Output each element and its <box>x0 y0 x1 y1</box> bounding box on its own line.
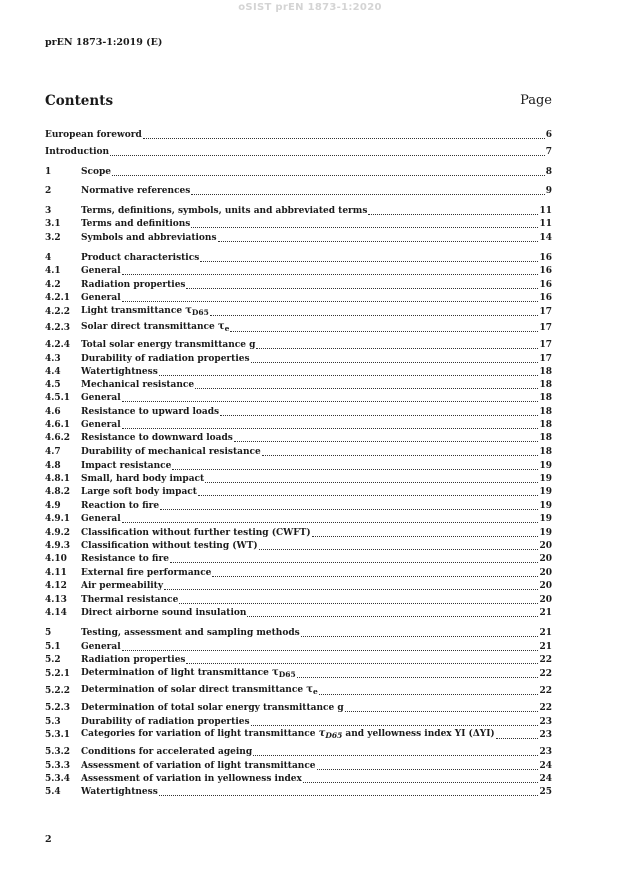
toc-leader-dots <box>345 710 539 712</box>
toc-entry-page: 18 <box>539 393 552 403</box>
toc-entry-title: Light transmittance $\tau_{D65}$ <box>81 305 209 317</box>
toc-entry-title: Resistance to downward loads <box>81 433 233 443</box>
toc-leader-dots <box>186 287 538 289</box>
toc-entry-title: Durability of mechanical resistance <box>81 447 261 457</box>
toc-entry-page: 20 <box>539 568 552 578</box>
toc-entry-number: 5.1 <box>45 642 61 652</box>
toc-entry-page: 22 <box>539 686 552 696</box>
toc-entry[interactable] <box>45 306 552 319</box>
toc-entry-page: 8 <box>545 167 552 177</box>
toc-entry-page: 23 <box>539 747 552 757</box>
toc-entry[interactable] <box>45 322 552 335</box>
toc-leader-dots <box>195 387 538 389</box>
toc-entry-page: 9 <box>545 186 552 196</box>
toc-entry-title: Air permeability <box>81 581 164 591</box>
toc-entry[interactable] <box>45 540 552 553</box>
toc-leader-dots <box>496 737 539 739</box>
toc-entry-number: 5.3.2 <box>45 747 71 757</box>
toc-entry-subscript: e <box>224 324 230 333</box>
toc-entry-number: 4.9 <box>45 501 61 511</box>
toc-entry-number: 3.2 <box>45 233 61 243</box>
toc-entry-page: 24 <box>539 761 552 771</box>
toc-entry-symbol: τ <box>306 684 313 695</box>
toc-entry[interactable] <box>45 406 552 419</box>
toc-entry-number: 4.14 <box>45 608 67 618</box>
toc-entry-symbol: τ <box>272 667 279 678</box>
toc-leader-dots <box>312 535 539 537</box>
toc-entry-number: 4.13 <box>45 595 67 605</box>
toc-leader-dots <box>172 468 538 470</box>
toc-entry-page: 17 <box>539 323 552 333</box>
toc-entry-number: 4 <box>45 253 52 263</box>
toc-entry-page: 18 <box>539 447 552 457</box>
toc-leader-dots <box>210 314 539 316</box>
toc-entry-title: Terms, definitions, symbols, units and abbreviated terms <box>81 206 368 216</box>
toc-entry-number: 4.7 <box>45 447 61 457</box>
toc-leader-dots <box>251 724 539 726</box>
toc-entry-subscript: D65 <box>278 670 296 679</box>
toc-entry-title: Durability of radiation properties <box>81 717 250 727</box>
toc-entry[interactable] <box>45 486 552 499</box>
toc-entry-number: 5.3.3 <box>45 761 71 771</box>
toc-entry-title: General <box>81 514 121 524</box>
toc-entry-page: 16 <box>539 280 552 290</box>
toc-entry-number: 1 <box>45 167 52 177</box>
toc-entry-page: 17 <box>539 307 552 317</box>
toc-entry[interactable] <box>45 641 552 654</box>
toc-entry-number: 5.2.1 <box>45 669 71 679</box>
toc-entry[interactable] <box>45 129 552 142</box>
toc-entry-number: 5.2.2 <box>45 686 71 696</box>
toc-leader-dots <box>179 602 538 604</box>
toc-leader-dots <box>303 781 539 783</box>
toc-entry-number: 5.2 <box>45 655 61 665</box>
toc-entry-page: 21 <box>539 642 552 652</box>
toc-entry[interactable] <box>45 432 552 445</box>
toc-entry-number: 4.9.1 <box>45 514 71 524</box>
toc-leader-dots <box>247 615 538 617</box>
toc-entry-title: Normative references <box>81 186 191 196</box>
toc-entry-number: 4.11 <box>45 568 67 578</box>
toc-entry-number: 5.3.4 <box>45 774 71 784</box>
toc-entry[interactable] <box>45 353 552 366</box>
contents-header <box>45 93 552 113</box>
toc-entry[interactable] <box>45 265 552 278</box>
toc-entry-title: Thermal resistance <box>81 595 179 605</box>
toc-entry-title: Large soft body impact <box>81 487 197 497</box>
toc-entry-title: Impact resistance <box>81 461 172 471</box>
toc-entry[interactable] <box>45 419 552 432</box>
toc-entry[interactable] <box>45 594 552 607</box>
toc-entry[interactable] <box>45 279 552 292</box>
toc-leader-dots <box>317 768 539 770</box>
toc-leader-dots <box>112 174 545 176</box>
toc-entry-title: Symbols and abbreviations <box>81 233 217 243</box>
toc-entry-title: Resistance to upward loads <box>81 407 220 417</box>
toc-entry-number: 4.2.2 <box>45 307 71 317</box>
toc-leader-dots <box>159 374 539 376</box>
toc-entry-page: 20 <box>539 541 552 551</box>
toc-entry-page: 11 <box>539 206 552 216</box>
toc-leader-dots <box>170 561 539 563</box>
toc-entry-page: 21 <box>539 628 552 638</box>
toc-entry-number: 5.3 <box>45 717 61 727</box>
toc-entry-title: Determination of total solar energy transmittance g <box>81 703 344 713</box>
toc-entry-page: 19 <box>539 514 552 524</box>
toc-entry-page: 18 <box>539 367 552 377</box>
toc-leader-dots <box>110 154 545 156</box>
toc-leader-dots <box>191 226 538 228</box>
toc-entry-title: Classification without testing (WT) <box>81 541 258 551</box>
toc-entry-page: 18 <box>539 407 552 417</box>
toc-entry[interactable] <box>45 527 552 540</box>
toc-entry-page: 21 <box>539 608 552 618</box>
toc-entry-title: General <box>81 642 121 652</box>
toc-entry[interactable] <box>45 392 552 405</box>
toc-entry-page: 11 <box>539 219 552 229</box>
toc-leader-dots <box>143 137 545 139</box>
toc-leader-dots <box>368 213 538 215</box>
toc-entry[interactable] <box>45 473 552 486</box>
toc-leader-dots <box>251 361 539 363</box>
toc-entry-page: 19 <box>539 528 552 538</box>
toc-entry-number: 4.6.1 <box>45 420 71 430</box>
toc-entry-page: 16 <box>539 293 552 303</box>
toc-entry-title: General <box>81 420 121 430</box>
toc-entry[interactable] <box>45 500 552 513</box>
toc-leader-dots <box>253 754 538 756</box>
toc-entry-title: Categories for variation of light transmittance $\tau_{D65}$ and yellowness index YI (ΔYI) <box>81 728 495 740</box>
footer-page-number: 2 <box>45 834 52 845</box>
toc-entry[interactable] <box>45 607 552 620</box>
toc-entry-page: 24 <box>539 774 552 784</box>
toc-entry[interactable] <box>45 513 552 526</box>
page-column-label: Page <box>520 93 552 108</box>
toc-leader-dots <box>212 575 538 577</box>
toc-entry-title: Classification without further testing (CWFT) <box>81 528 311 538</box>
toc-entry-number: 5.4 <box>45 787 61 797</box>
toc-entry-number: 3.1 <box>45 219 61 229</box>
toc-entry-number: 3 <box>45 206 52 216</box>
toc-entry[interactable] <box>45 185 552 198</box>
toc-entry-symbol: τ <box>185 305 192 316</box>
toc-entry-number: 4.9.3 <box>45 541 71 551</box>
toc-entry[interactable] <box>45 339 552 352</box>
toc-entry[interactable] <box>45 580 552 593</box>
toc-entry-page: 19 <box>539 461 552 471</box>
toc-entry[interactable] <box>45 252 552 265</box>
toc-entry-number: 4.5.1 <box>45 393 71 403</box>
toc-leader-dots <box>164 588 538 590</box>
toc-entry-title: European foreword <box>45 130 142 140</box>
toc-entry[interactable] <box>45 218 552 231</box>
toc-entry-title: Direct airborne sound insulation <box>81 608 247 618</box>
toc-entry-page: 18 <box>539 420 552 430</box>
toc-entry[interactable] <box>45 379 552 392</box>
toc-entry-number: 4.4 <box>45 367 61 377</box>
toc-entry-page: 23 <box>539 730 552 740</box>
toc-entry-title: Terms and definitions <box>81 219 191 229</box>
toc-entry-title: Introduction <box>45 147 110 157</box>
toc-entry[interactable] <box>45 786 552 799</box>
toc-entry-page: 17 <box>539 340 552 350</box>
toc-entry-page: 22 <box>539 703 552 713</box>
toc-entry-title: Conditions for accelerated ageing <box>81 747 253 757</box>
toc-leader-dots <box>297 676 539 678</box>
toc-entry-title: Total solar energy transmittance g <box>81 340 256 350</box>
toc-entry-title: Assessment of variation of light transmittance <box>81 761 316 771</box>
toc-entry-number: 4.2.4 <box>45 340 71 350</box>
document-id: prEN 1873-1:2019 (E) <box>45 37 163 48</box>
toc-leader-dots <box>122 427 539 429</box>
toc-entry-title: Mechanical resistance <box>81 380 195 390</box>
toc-entry-title: General <box>81 266 121 276</box>
toc-entry-number: 4.5 <box>45 380 61 390</box>
toc-entry-page: 14 <box>539 233 552 243</box>
toc-entry-number: 4.9.2 <box>45 528 71 538</box>
toc-leader-dots <box>220 414 538 416</box>
toc-entry[interactable] <box>45 668 552 681</box>
toc-entry[interactable] <box>45 446 552 459</box>
toc-entry-page: 17 <box>539 354 552 364</box>
toc-leader-dots <box>122 521 539 523</box>
toc-entry[interactable] <box>45 205 552 218</box>
toc-entry-title: Solar direct transmittance $\tau_e$ <box>81 321 230 333</box>
toc-entry[interactable] <box>45 760 552 773</box>
toc-entry[interactable] <box>45 702 552 715</box>
toc-entry[interactable] <box>45 685 552 698</box>
toc-entry-title: Watertightness <box>81 367 158 377</box>
toc-entry-number: 5 <box>45 628 52 638</box>
toc-entry-number: 5.2.3 <box>45 703 71 713</box>
toc-entry-page: 16 <box>539 253 552 263</box>
contents-title: Contents <box>45 93 114 109</box>
toc-entry-page: 16 <box>539 266 552 276</box>
toc-entry-title: Assessment of variation in yellowness index <box>81 774 302 784</box>
toc-entry-page: 25 <box>539 787 552 797</box>
toc-entry-page: 6 <box>545 130 552 140</box>
toc-entry-title: Scope <box>81 167 112 177</box>
toc-entry-page: 22 <box>539 655 552 665</box>
toc-entry-subscript: D65 <box>191 308 209 317</box>
toc-entry-title: Watertightness <box>81 787 158 797</box>
toc-entry-page: 23 <box>539 717 552 727</box>
toc-entry-title: Testing, assessment and sampling methods <box>81 628 300 638</box>
toc-entry[interactable] <box>45 232 552 245</box>
toc-leader-dots <box>200 260 538 262</box>
toc-entry-page: 19 <box>539 501 552 511</box>
toc-entry-number: 5.3.1 <box>45 730 71 740</box>
toc-leader-dots <box>205 481 538 483</box>
toc-entry-title: Determination of solar direct transmittance $\tau_e$ <box>81 684 318 696</box>
toc-entry-title: Reaction to fire <box>81 501 160 511</box>
toc-entry-number: 4.1 <box>45 266 61 276</box>
toc-entry-subscript: e <box>312 687 318 696</box>
toc-leader-dots <box>301 635 539 637</box>
toc-entry-number: 4.8.1 <box>45 474 71 484</box>
toc-entry-number: 4.12 <box>45 581 67 591</box>
toc-leader-dots <box>122 400 539 402</box>
toc-entry-number: 4.6.2 <box>45 433 71 443</box>
toc-entry-page: 19 <box>539 474 552 484</box>
toc-leader-dots <box>218 240 539 242</box>
toc-entry-title: Radiation properties <box>81 280 186 290</box>
toc-entry-page: 18 <box>539 380 552 390</box>
toc-leader-dots <box>191 193 544 195</box>
toc-entry-number: 4.10 <box>45 554 67 564</box>
toc-leader-dots <box>234 440 539 442</box>
toc-entry-number: 4.8.2 <box>45 487 71 497</box>
watermark: oSIST prEN 1873-1:2020 <box>238 2 382 13</box>
toc-entry[interactable] <box>45 366 552 379</box>
toc-entry-symbol: τ <box>318 728 326 739</box>
toc-entry-title: Product characteristics <box>81 253 200 263</box>
toc-leader-dots <box>319 693 539 695</box>
toc-leader-dots <box>230 330 538 332</box>
toc-leader-dots <box>259 548 539 550</box>
toc-leader-dots <box>122 649 539 651</box>
toc-leader-dots <box>256 347 538 349</box>
toc-entry-title: General <box>81 393 121 403</box>
toc-entry-title: Small, hard body impact <box>81 474 205 484</box>
toc-entry[interactable] <box>45 773 552 786</box>
toc-entry-number: 4.8 <box>45 461 61 471</box>
toc-entry-page: 7 <box>545 147 552 157</box>
toc-entry-page: 19 <box>539 487 552 497</box>
toc-entry[interactable] <box>45 553 552 566</box>
toc-entry[interactable] <box>45 729 552 742</box>
toc-entry-subscript: D65 <box>325 731 343 740</box>
toc-leader-dots <box>122 300 539 302</box>
toc-leader-dots <box>186 662 538 664</box>
toc-entry-page: 20 <box>539 581 552 591</box>
toc-entry[interactable] <box>45 166 552 179</box>
toc-entry-number: 2 <box>45 186 52 196</box>
toc-entry[interactable] <box>45 567 552 580</box>
toc-entry-title: External fire performance <box>81 568 212 578</box>
toc-entry[interactable] <box>45 627 552 640</box>
toc-entry-title: Durability of radiation properties <box>81 354 250 364</box>
toc-entry-number: 4.3 <box>45 354 61 364</box>
toc-entry[interactable] <box>45 460 552 473</box>
toc-entry-number: 4.2.3 <box>45 323 71 333</box>
toc-leader-dots <box>122 273 539 275</box>
toc-leader-dots <box>160 508 538 510</box>
toc-entry-page: 22 <box>539 669 552 679</box>
toc-entry[interactable] <box>45 746 552 759</box>
toc-leader-dots <box>159 794 539 796</box>
toc-entry-title: Determination of light transmittance $\tau_{D65}$ <box>81 667 296 679</box>
toc-entry-title: General <box>81 293 121 303</box>
toc-entry-number: 4.6 <box>45 407 61 417</box>
toc-entry[interactable] <box>45 146 552 159</box>
toc-entry-title: Resistance to fire <box>81 554 169 564</box>
toc-leader-dots <box>198 494 539 496</box>
toc-leader-dots <box>262 454 539 456</box>
toc-entry-number: 4.2 <box>45 280 61 290</box>
toc-entry-symbol: τ <box>217 321 225 332</box>
toc-entry-title: Radiation properties <box>81 655 186 665</box>
toc-entry-page: 20 <box>539 595 552 605</box>
toc-entry-page: 20 <box>539 554 552 564</box>
toc-entry-page: 18 <box>539 433 552 443</box>
toc-entry-number: 4.2.1 <box>45 293 71 303</box>
